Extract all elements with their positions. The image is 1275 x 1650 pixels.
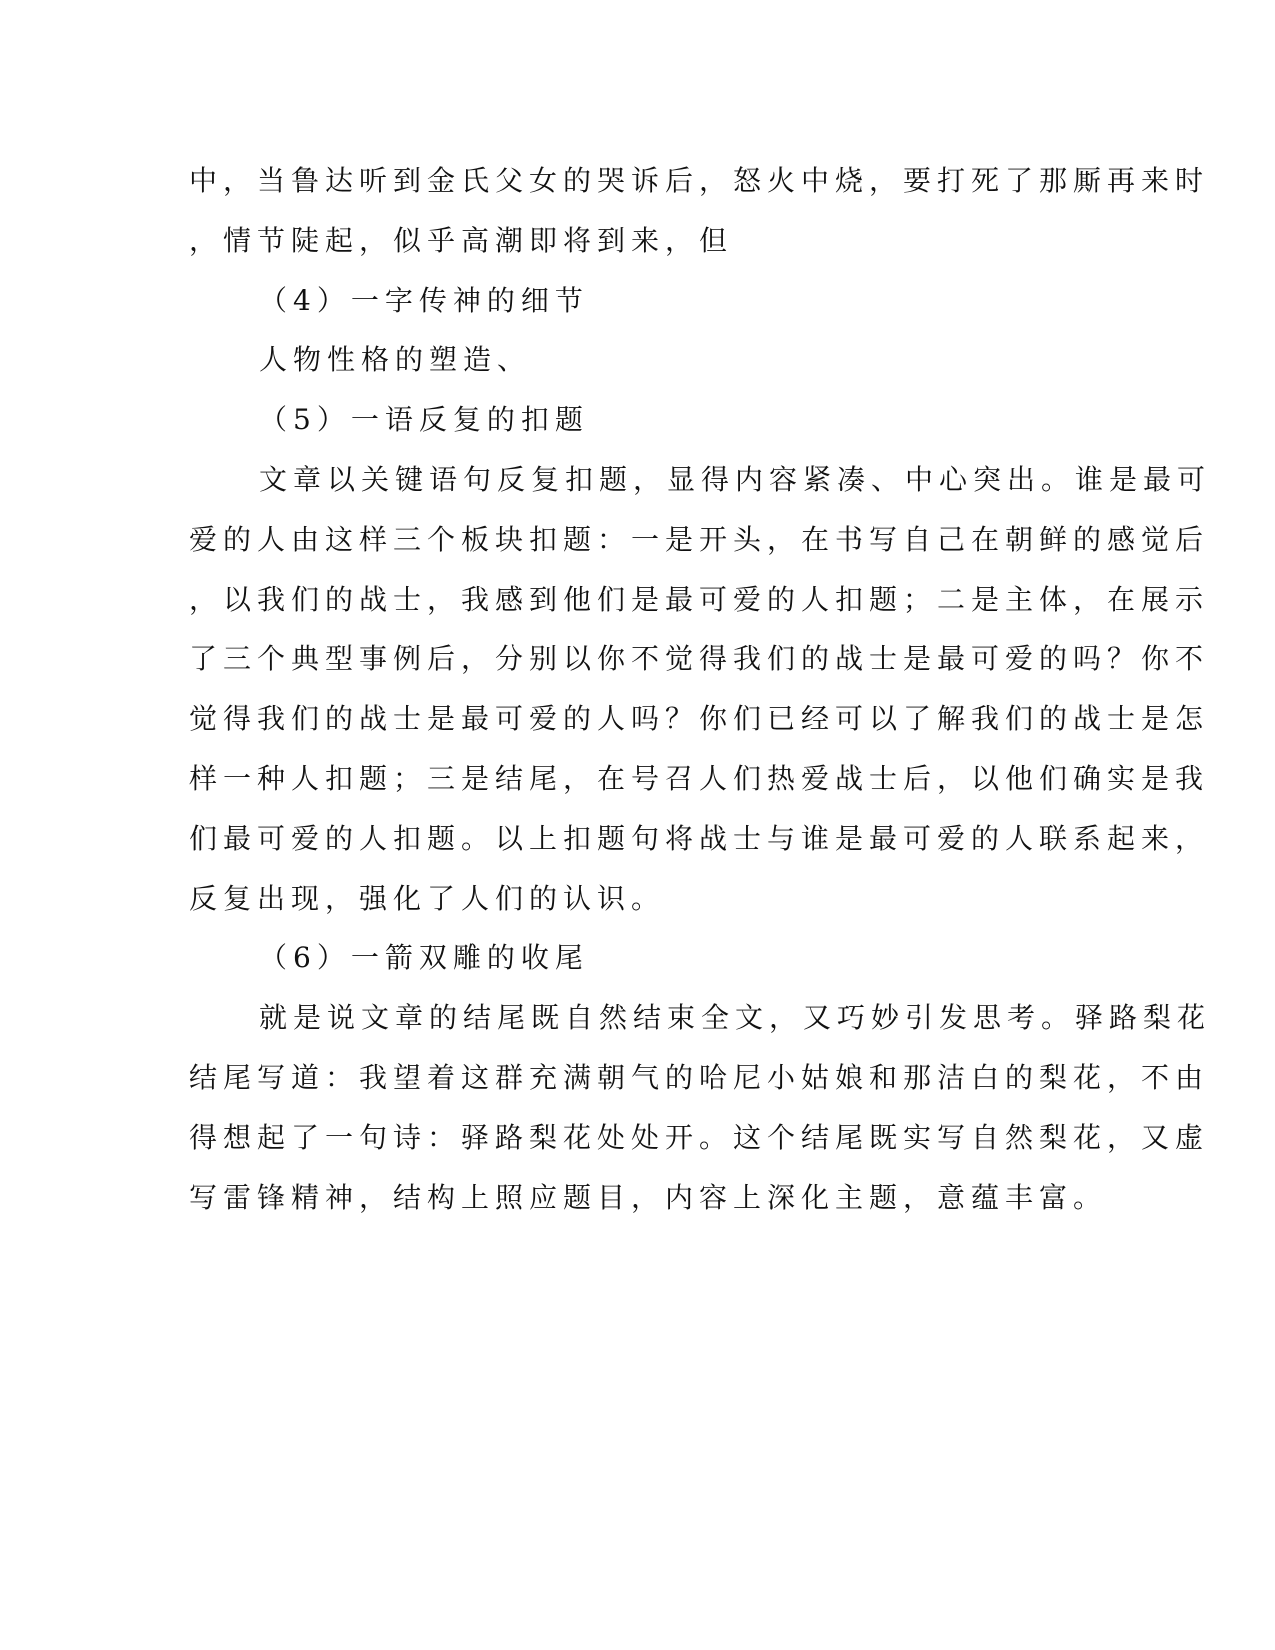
text-line: 爱的人由这样三个板块扣题：一是开头，在书写自己在朝鲜的感觉后 xyxy=(189,522,1210,556)
text-line: 样一种人扣题；三是结尾，在号召人们热爱战士后，以他们确实是我 xyxy=(189,761,1210,795)
text-line: 觉得我们的战士是最可爱的人吗？你们已经可以了解我们的战士是怎 xyxy=(189,702,1210,736)
text-line: ，情节陡起，似乎高潮即将到来，但 xyxy=(189,223,734,257)
paragraph-first-line: 就是说文章的结尾既自然结束全文，又巧妙引发思考。驿路梨花 xyxy=(259,1001,1212,1035)
text-line: 们最可爱的人扣题。以上扣题句将战士与谁是最可爱的人联系起来， xyxy=(189,821,1210,855)
section-heading: （4）一字传神的细节 xyxy=(259,283,589,317)
text-line: 中，当鲁达听到金氏父女的哭诉后，怒火中烧，要打死了那厮再来时 xyxy=(189,164,1210,197)
section-heading: （5）一语反复的扣题 xyxy=(259,403,589,437)
text-line: 反复出现，强化了人们的认识。 xyxy=(189,881,666,915)
text-line: 写雷锋精神，结构上照应题目，内容上深化主题，意蕴丰富。 xyxy=(189,1180,1108,1214)
section-heading: （6）一箭双雕的收尾 xyxy=(259,941,589,975)
text-line: ，以我们的战士，我感到他们是最可爱的人扣题；二是主体，在展示 xyxy=(189,582,1210,616)
document-body xyxy=(189,162,1212,1238)
text-line: 人物性格的塑造、 xyxy=(259,343,532,377)
paragraph-first-line: 文章以关键语句反复扣题，显得内容紧凑、中心突出。谁是最可 xyxy=(259,462,1212,496)
text-line: 了三个典型事例后，分别以你不觉得我们的战士是最可爱的吗？你不 xyxy=(189,642,1210,676)
text-line: 结尾写道：我望着这群充满朝气的哈尼小姑娘和那洁白的梨花，不由 xyxy=(189,1060,1210,1094)
text-line: 得想起了一句诗：驿路梨花处处开。这个结尾既实写自然梨花，又虚 xyxy=(189,1120,1210,1154)
